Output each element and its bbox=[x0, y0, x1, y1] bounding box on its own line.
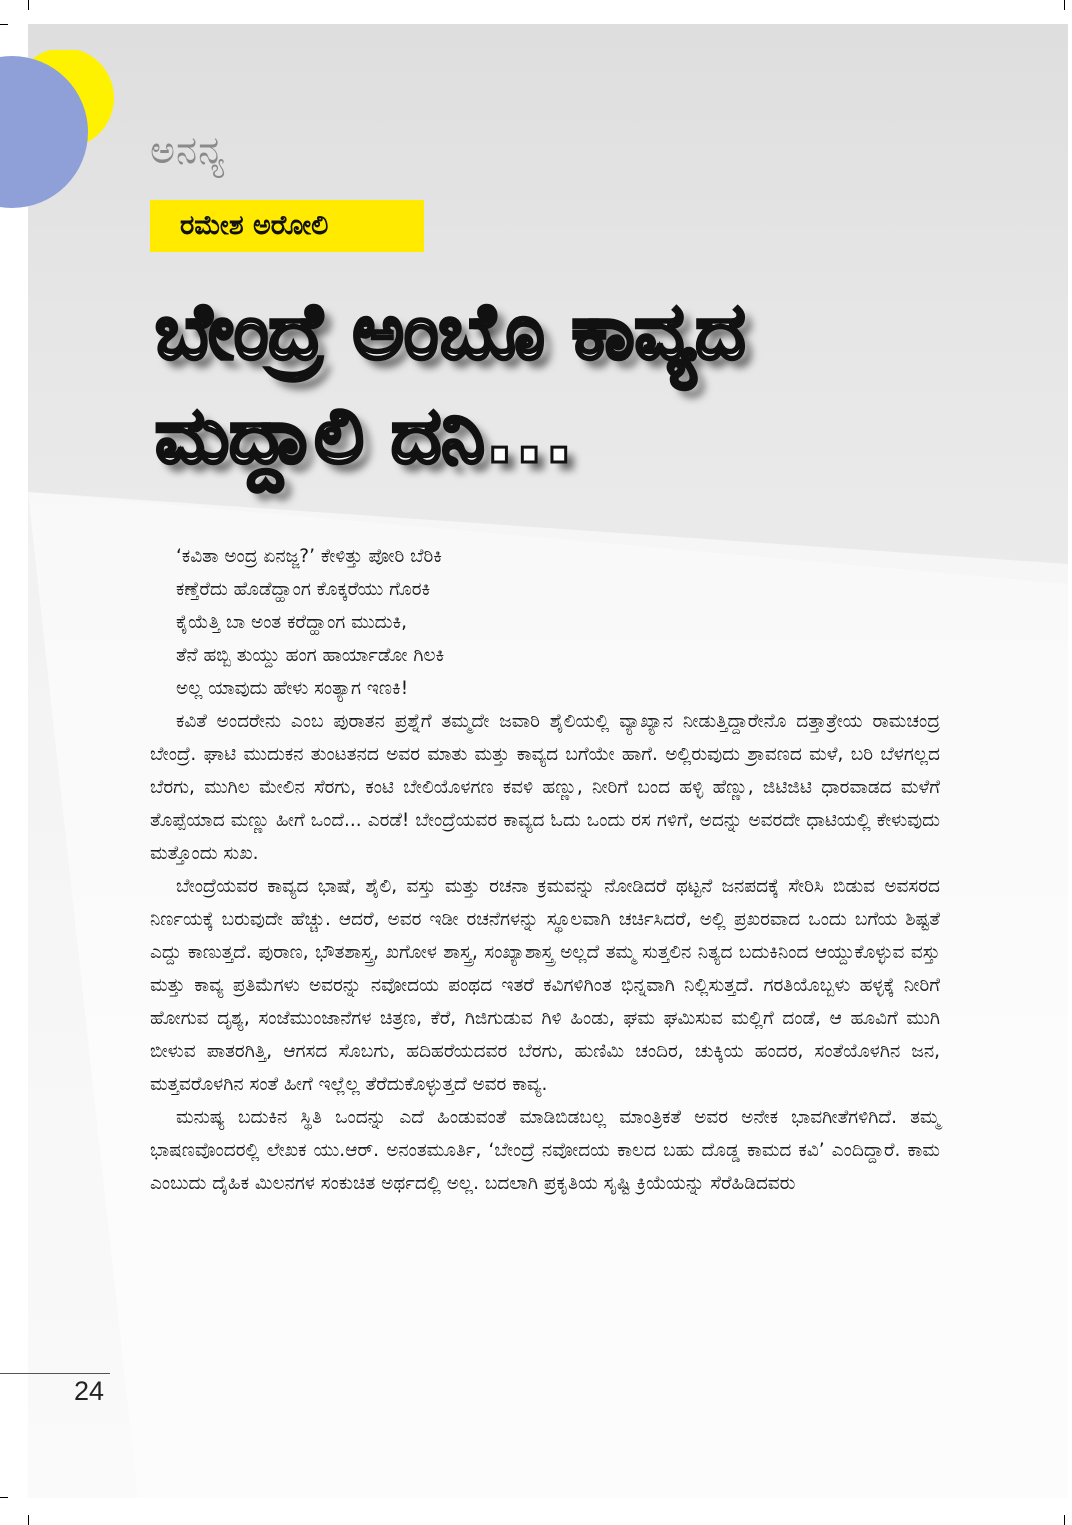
page-number-rule bbox=[0, 1373, 110, 1374]
paragraph: ಬೇಂದ್ರೆಯವರ ಕಾವ್ಯದ ಭಾಷೆ, ಶೈಲಿ, ವಸ್ತು ಮತ್ತು ರಚನಾ ಕ್ರಮವನ್ನು ನೋಡಿದರೆ ಥಟ್ಟನೆ ಜನಪದಕ್ಕೆ ಸೇರಿಸಿ ಬಿಡುವ ಅವಸರದ ನಿರ್ಣಯಕ್ಕೆ ಬರುವುದೇ ಹೆಚ್ಚು. ಆದರೆ, ಅವರ ಇಡೀ ರಚನೆಗಳನ್ನು ಸ್ಥೂಲವಾಗಿ ಚರ್ಚಿಸಿದರೆ, ಅಲ್ಲಿ ಪ್ರಖರವಾದ ಒಂದು ಬಗೆಯ ಶಿಷ್ಟತೆ ಎದ್ದು ಕಾಣುತ್ತದೆ. ಪುರಾಣ, ಭೌತಶಾಸ್ತ್ರ, ಖಗೋಳ ಶಾಸ್ತ್ರ, ಸಂಖ್ಯಾಶಾಸ್ತ್ರ ಅಲ್ಲದೆ ತಮ್ಮ ಸುತ್ತಲಿನ ನಿತ್ಯದ ಬದುಕಿನಿಂದ ಆಯ್ದುಕೊಳ್ಳುವ ವಸ್ತು ಮತ್ತು ಕಾವ್ಯ ಪ್ರತಿಮೆಗಳು ಅವರನ್ನು ನವೋದಯ ಪಂಥದ ಇತರೆ ಕವಿಗಳಿಗಿಂತ ಭಿನ್ನವಾಗಿ ನಿಲ್ಲಿಸುತ್ತದೆ. ಗರತಿಯೊಬ್ಬಳು ಹಳ್ಳಕ್ಕೆ ನೀರಿಗೆ ಹೋಗುವ ದೃಶ್ಯ, ಸಂಜೆಮುಂಜಾನೆಗಳ ಚಿತ್ರಣ, ಕೆರೆ, ಗಿಜಿಗುಡುವ ಗಿಳಿ ಹಿಂಡು, ಘಮ ಘಮಿಸುವ ಮಲ್ಲಿಗೆ ದಂಡೆ, ಆ ಹೂವಿಗೆ ಮುಗಿ ಬೀಳುವ ಪಾತರಗಿತ್ತಿ, ಆಗಸದ ಸೊಬಗು, ಹದಿಹರೆಯದವರ ಬೆರಗು, ಹುಣಿಮಿ ಚಂದಿರ, ಚುಕ್ಕಿಯ ಹಂದರ, ಸಂತೆಯೊಳಗಿನ ಜನ, ಮತ್ತವರೊಳಗಿನ ಸಂತೆ ಹೀಗೆ ಇಲ್ಲೆಲ್ಲ ತೆರೆದುಕೊಳ್ಳುತ್ತದೆ ಅವರ ಕಾವ್ಯ. bbox=[150, 876, 940, 1095]
page-number: 24 bbox=[74, 1376, 105, 1406]
poem-verse bbox=[150, 540, 940, 705]
circle-decoration bbox=[0, 50, 120, 210]
poem-line: ಕಣ್ತೆರೆದು ಹೊಡೆದ್ಹಾಂಗ ಕೊಕ್ಕರೆಯು ಗೊರಕಿ bbox=[176, 579, 431, 600]
author-highlight-box bbox=[150, 200, 424, 252]
title-line-2: ಮದ್ದಾಲಿ ದನಿ... bbox=[155, 391, 574, 481]
crop-mark bbox=[1064, 0, 1065, 10]
crop-mark bbox=[1064, 1515, 1065, 1525]
poem-line: ತೆನೆ ಹಬ್ಬಿ ತುಯ್ದು ಹಂಗ ಹಾರ್ಯಾಡೋ ಗಿಲಕಿ bbox=[176, 645, 445, 666]
poem-line: ಕೈಯೆತ್ತಿ ಬಾ ಅಂತ ಕರೆದ್ಹಾಂಗ ಮುದುಕಿ, bbox=[176, 612, 408, 633]
paragraph: ಕವಿತೆ ಅಂದರೇನು ಎಂಬ ಪುರಾತನ ಪ್ರಶ್ನೆಗೆ ತಮ್ಮದೇ ಜವಾರಿ ಶೈಲಿಯಲ್ಲಿ ವ್ಯಾಖ್ಯಾನ ನೀಡುತ್ತಿದ್ದಾರೇನೊ ದತ್ತಾತ್ರೇಯ ರಾಮಚಂದ್ರ ಬೇಂದ್ರೆ. ಘಾಟಿ ಮುದುಕನ ತುಂಟತನದ ಅವರ ಮಾತು ಮತ್ತು ಕಾವ್ಯದ ಬಗೆಯೇ ಹಾಗೆ. ಅಲ್ಲಿರುವುದು ಶ್ರಾವಣದ ಮಳೆ, ಬರಿ ಬೆಳಗಲ್ಲದ ಬೆರಗು, ಮುಗಿಲ ಮೇಲಿನ ಸೆರಗು, ಕಂಟಿ ಬೇಲಿಯೊಳಗಣ ಕವಳಿ ಹಣ್ಣು, ನೀರಿಗೆ ಬಂದ ಹಳ್ಳಿ ಹೆಣ್ಣು, ಜಿಟಿಜಿಟಿ ಧಾರವಾಡದ ಮಳೆಗೆ ತೊಪ್ಪೆಯಾದ ಮಣ್ಣು ಹೀಗೆ ಒಂದೆ... ಎರಡೆ! ಬೇಂದ್ರೆಯವರ ಕಾವ್ಯದ ಓದು ಒಂದು ರಸ ಗಳಿಗೆ, ಅದನ್ನು ಅವರದೇ ಧಾಟಿಯಲ್ಲಿ ಕೇಳುವುದು ಮತ್ತೊಂದು ಸುಖ. bbox=[150, 711, 940, 864]
poem-line: ಅಲ್ಲ ಯಾವುದು ಹೇಳು ಸಂತ್ಯಾಗ ಇಣಕಿ! bbox=[176, 678, 409, 699]
article-body bbox=[150, 540, 940, 1200]
prose bbox=[150, 705, 940, 1200]
poem-line: ‘ಕವಿತಾ ಅಂದ್ರ ಏನಜ್ಜ?’ ಕೇಳಿತ್ತು ಪೋರಿ ಬೆರಿಕಿ bbox=[176, 546, 442, 567]
title-line-1: ಬೇಂದ್ರೆ ಅಂಬೊ ಕಾವ್ಯದ bbox=[155, 287, 746, 377]
paragraph: ಮನುಷ್ಯ ಬದುಕಿನ ಸ್ಥಿತಿ ಒಂದನ್ನು ಎದೆ ಹಿಂಡುವಂತೆ ಮಾಡಿಬಿಡಬಲ್ಲ ಮಾಂತ್ರಿಕತೆ ಅವರ ಅನೇಕ ಭಾವಗೀತೆಗಳಿಗಿದೆ. ತಮ್ಮ ಭಾಷಣವೊಂದರಲ್ಲಿ ಲೇಖಕ ಯು.ಆರ್. ಅನಂತಮೂರ್ತಿ, ‘ಬೇಂದ್ರೆ ನವೋದಯ ಕಾಲದ ಬಹು ದೊಡ್ಡ ಕಾಮದ ಕವಿ’ ಎಂದಿದ್ದಾರೆ. ಕಾಮ ಎಂಬುದು ದೈಹಿಕ ಮಿಲನಗಳ ಸಂಕುಚಿತ ಅರ್ಥದಲ್ಲಿ ಅಲ್ಲ. ಬದಲಾಗಿ ಪ್ರಕೃತಿಯ ಸೃಷ್ಟಿ ಕ್ರಿಯೆಯನ್ನು ಸೆರೆಹಿಡಿದವರು bbox=[150, 1107, 940, 1194]
crop-mark bbox=[0, 24, 8, 25]
crop-mark bbox=[0, 1497, 8, 1498]
crop-mark bbox=[28, 0, 29, 10]
article-title bbox=[155, 280, 1035, 488]
section-label: ಅನನ್ಯ bbox=[150, 128, 226, 172]
author-name: ರಮೇಶ ಅರೋಲಿ bbox=[180, 210, 329, 241]
crop-mark bbox=[28, 1515, 29, 1525]
